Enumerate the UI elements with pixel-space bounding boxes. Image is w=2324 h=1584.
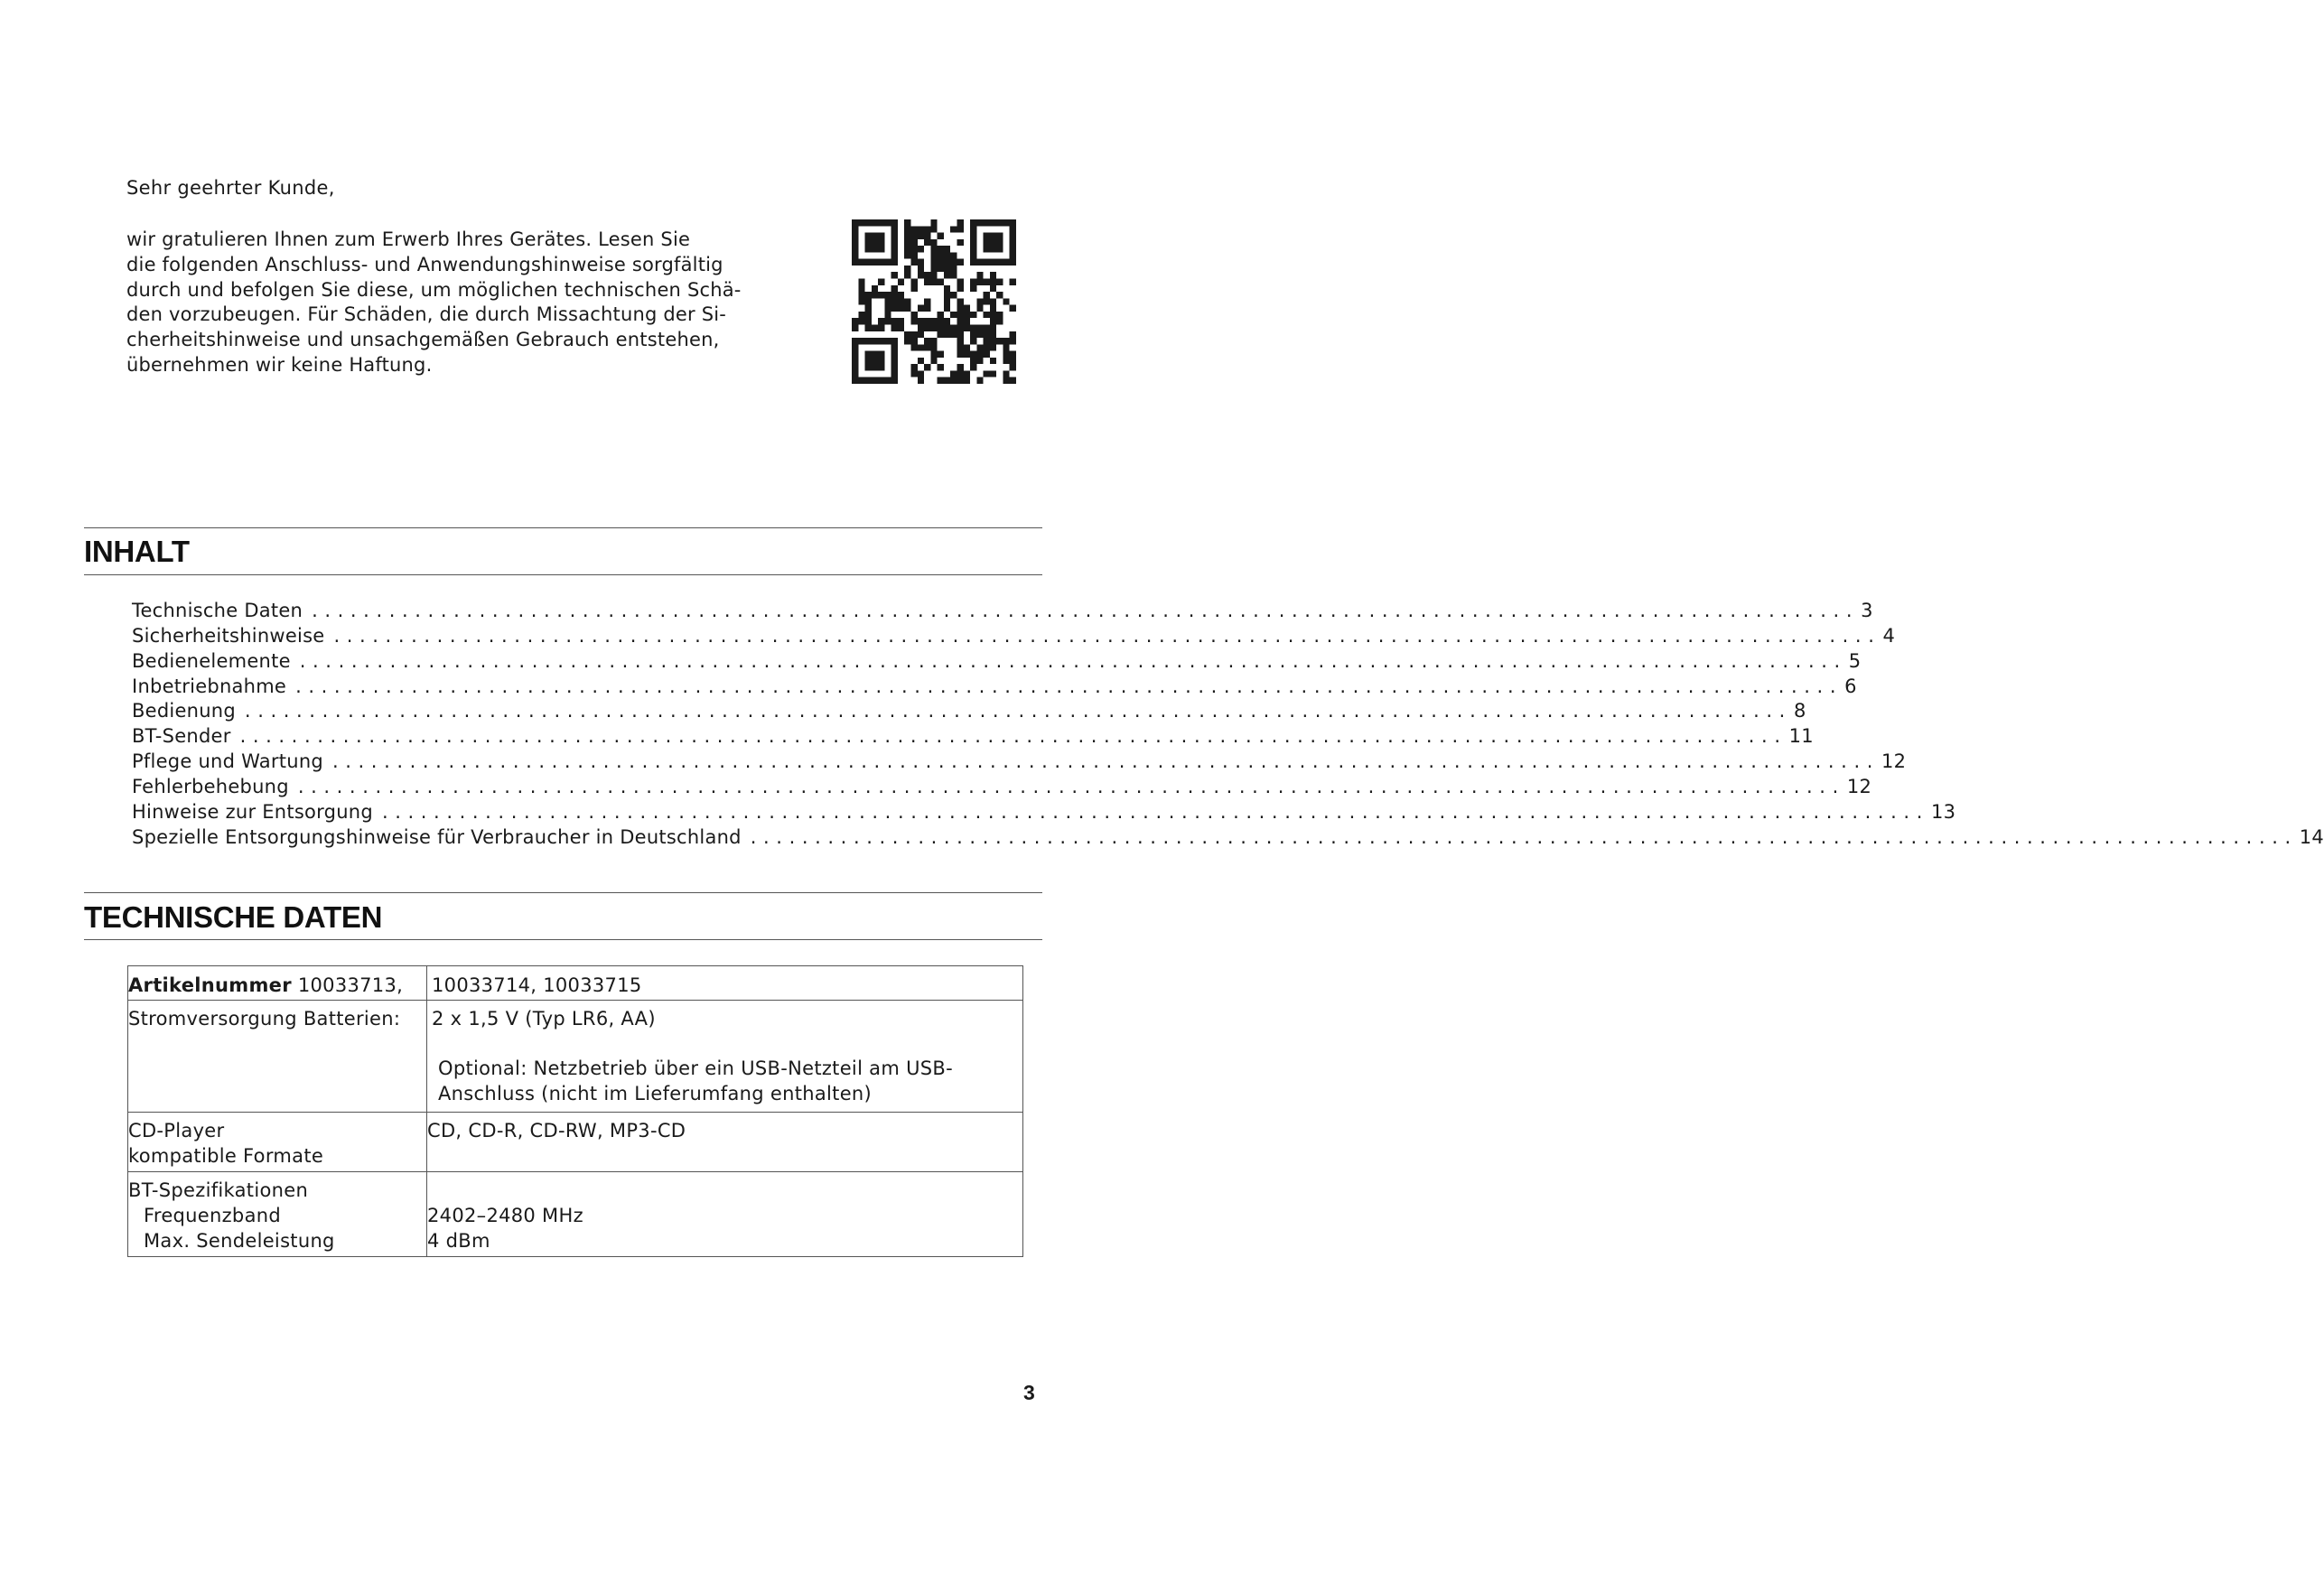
- intro-line: durch und befolgen Sie diese, um möglichen technischen Schä-: [126, 278, 742, 301]
- toc-title: Hinweise zur Entsorgung: [132, 801, 373, 824]
- table-row: [128, 1113, 1023, 1172]
- bt-power-label: Max. Sendeleistung: [144, 1230, 335, 1252]
- toc-leader: ........................................................................................................................: [239, 725, 1787, 748]
- article-value-cell: [427, 966, 1023, 1001]
- contents-bottom-rule: [84, 574, 1042, 575]
- cd-label-cell: [128, 1113, 427, 1172]
- toc-entry[interactable]: [132, 596, 1873, 621]
- intro-line: cherheitshinweise und unsachgemäßen Gebrauch entstehen,: [126, 329, 720, 351]
- intro-line: die folgenden Anschluss- und Anwendungshinweise sorgfältig: [126, 253, 723, 275]
- toc-leader: ........................................................................................................................: [244, 700, 1792, 722]
- toc-entry[interactable]: [132, 697, 1806, 722]
- tech-heading: TECHNISCHE DATEN: [84, 900, 383, 934]
- tech-top-rule: [84, 892, 1042, 893]
- article-label-cell: [128, 966, 427, 1001]
- toc-page: 6: [1844, 675, 1857, 697]
- intro-paragraph: [126, 228, 764, 378]
- toc-entry[interactable]: [132, 672, 1857, 697]
- toc-title: Inbetriebnahme: [132, 675, 287, 697]
- toc-page: 11: [1788, 725, 1814, 748]
- toc-page: 5: [1848, 649, 1862, 672]
- toc-title: Technische Daten: [132, 599, 303, 621]
- toc-leader: ........................................................................................................................: [297, 776, 1845, 798]
- toc-leader: ........................................................................................................................: [299, 649, 1847, 672]
- toc-page: 3: [1861, 599, 1873, 621]
- spec-table: [127, 965, 1023, 1257]
- toc-entry[interactable]: [132, 621, 1896, 647]
- salutation: Sehr geehrter Kunde,: [126, 177, 335, 199]
- qr-code-icon: [852, 219, 1016, 384]
- intro-line: wir gratulieren Ihnen zum Erwerb Ihres Gerätes. Lesen Sie: [126, 228, 691, 250]
- bt-power-value: 4 dBm: [427, 1230, 490, 1252]
- toc-entry[interactable]: [132, 797, 1956, 824]
- toc-leader: ........................................................................................................................: [750, 825, 2298, 848]
- power-note-line: Anschluss (nicht im Lieferumfang enthalten): [438, 1083, 873, 1104]
- contents-heading: INHALT: [84, 535, 190, 568]
- cd-value: CD, CD-R, CD-RW, MP3-CD: [427, 1113, 1023, 1172]
- intro-line: den vorzubeugen. Für Schäden, die durch Missachtung der Si-: [126, 303, 727, 326]
- toc-entry[interactable]: [132, 647, 1862, 672]
- cd-label: CD-Player: [128, 1120, 225, 1141]
- bt-label: BT-Spezifikationen: [128, 1179, 309, 1201]
- toc-title: Bedienung: [132, 700, 236, 722]
- toc-page: 8: [1793, 700, 1806, 722]
- table-row: [128, 1001, 1023, 1113]
- article-numbers: 10033714, 10033715: [432, 974, 642, 996]
- power-value: 2 x 1,5 V (Typ LR6, AA): [432, 1008, 656, 1030]
- toc-leader: ........................................................................................................................: [312, 599, 1860, 621]
- toc-entry[interactable]: [132, 747, 1907, 773]
- table-row: [128, 966, 1023, 1001]
- intro-line: übernehmen wir keine Haftung.: [126, 353, 433, 376]
- toc-title: BT-Sender: [132, 725, 231, 748]
- toc-title: Pflege und Wartung: [132, 750, 323, 773]
- toc-leader: ........................................................................................................................: [333, 624, 1881, 647]
- toc-title: Sicherheitshinweise: [132, 624, 325, 647]
- toc-page: 4: [1882, 624, 1896, 647]
- page-number: 3: [1023, 1381, 1035, 1404]
- toc-page: 14: [2299, 825, 2324, 848]
- bt-value-cell: [427, 1172, 1023, 1257]
- power-value-cell: [427, 1001, 1023, 1113]
- tech-bottom-rule: [84, 939, 1042, 940]
- toc-entry[interactable]: [132, 722, 1814, 748]
- toc-leader: ........................................................................................................................: [331, 750, 1881, 773]
- contents-top-rule: [84, 527, 1042, 528]
- bt-label-cell: [128, 1172, 427, 1257]
- toc-entry[interactable]: [132, 772, 1872, 798]
- bt-frequency-value: 2402–2480 MHz: [427, 1205, 583, 1226]
- toc-page: 13: [1930, 801, 1956, 824]
- toc-leader: ........................................................................................................................: [381, 801, 1929, 824]
- table-row: [128, 1172, 1023, 1257]
- toc-leader: ........................................................................................................................: [295, 675, 1843, 697]
- article-number: 10033713,: [297, 974, 404, 996]
- article-label: Artikelnummer: [128, 974, 292, 996]
- toc-title: Fehlerbehebung: [132, 776, 289, 798]
- bt-frequency-label: Frequenzband: [144, 1205, 281, 1226]
- table-of-contents: [132, 596, 2324, 848]
- toc-title: Bedienelemente: [132, 649, 291, 672]
- toc-page: 12: [1846, 776, 1872, 798]
- cd-formats-label: kompatible Formate: [128, 1145, 324, 1167]
- power-note-line: Optional: Netzbetrieb über ein USB-Netzteil am USB-: [438, 1058, 953, 1079]
- power-label: Stromversorgung Batterien:: [128, 1001, 427, 1113]
- toc-page: 12: [1881, 750, 1907, 773]
- toc-entry[interactable]: [132, 823, 2324, 848]
- toc-title: Spezielle Entsorgungshinweise für Verbraucher in Deutschland: [132, 825, 742, 848]
